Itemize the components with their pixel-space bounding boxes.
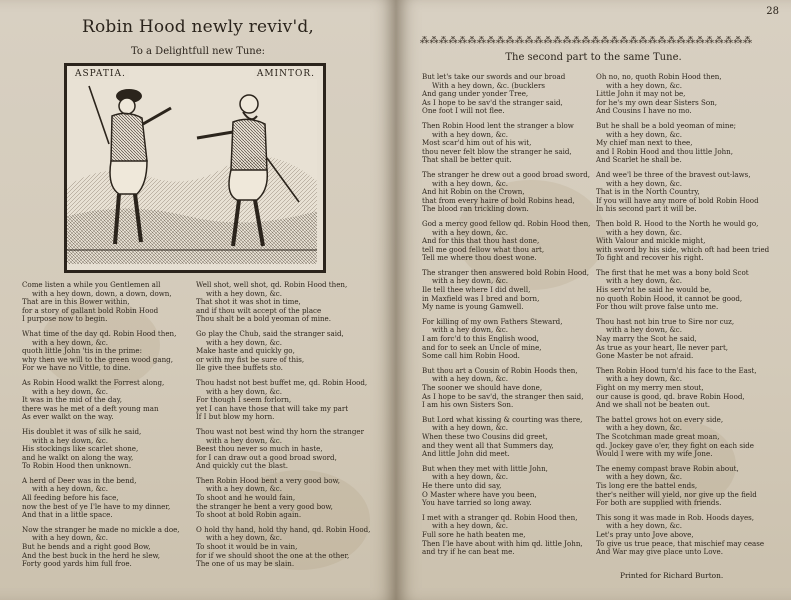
verse-line: O Master where have you been, xyxy=(422,489,537,499)
verse-line: Nay marry the Scot he said, xyxy=(596,334,697,344)
verse-line: Tell me where thou doest wone. xyxy=(422,253,537,263)
verse-line: that from every haire of bold Robins head, xyxy=(422,195,575,205)
verse-line: As I hope to be sav'd, the stranger then said, xyxy=(422,391,584,401)
stanza xyxy=(196,281,386,324)
verse-line: And for this that thou hast done, xyxy=(422,236,540,246)
verse-line: And gang under yonder Tree, xyxy=(422,89,529,99)
verse-line: But let's take our swords and our broad xyxy=(422,72,566,81)
woodcut-illustration xyxy=(64,63,326,273)
stanza xyxy=(422,122,594,165)
verse-line: And hit Robin on the Crown, xyxy=(422,187,525,197)
verse-line: But thou art a Cousin of Robin Hoods then, xyxy=(422,365,578,375)
ballad-title: Robin Hood newly reviv'd, xyxy=(81,17,315,37)
verse-line: That is in the North Country, xyxy=(596,187,700,197)
verse-line: And Scarlet he shall be. xyxy=(596,155,682,165)
verse-line: with a hey down, &c. xyxy=(432,521,509,531)
second-part-title: The second part to the same Tune. xyxy=(505,52,682,63)
verse-line: no quoth Robin Hood, it cannot be good, xyxy=(596,293,743,303)
verse-line: for I can draw out a good broad sword, xyxy=(196,452,337,462)
verse-line: the stranger he bent a very good bow, xyxy=(196,501,333,511)
stanza xyxy=(596,514,786,557)
verse-line: But Lord what kissing & courting was there, xyxy=(422,414,583,424)
stanza xyxy=(22,428,192,471)
verse-line: I purpose now to begin. xyxy=(22,314,108,324)
stanza xyxy=(422,269,594,312)
stanza xyxy=(596,220,786,263)
verse-line: with a hey down, &c. xyxy=(32,435,109,445)
verse-line: with a hey down, &c. xyxy=(432,423,509,433)
verse-line: To Robin Hood then unknown. xyxy=(22,461,132,471)
verse-line: in Maxfield was I bred and born, xyxy=(422,293,540,303)
stanza xyxy=(196,330,386,373)
verse-line: I am forc'd to this English wood, xyxy=(422,334,539,344)
verse-line: Thou wast not best wind thy horn the stranger xyxy=(196,426,364,436)
stanza xyxy=(196,379,386,422)
verse-line: And that in a little space. xyxy=(22,510,113,520)
verse-line: Now the stranger he made no mickle a doe, xyxy=(22,524,180,534)
verse-line: Some call him Robin Hood. xyxy=(422,351,520,361)
verse-line: To give us true peace, that mischief may cease xyxy=(596,538,765,548)
printer-imprint: Printed for Richard Burton. xyxy=(620,571,724,580)
verse-line: Beest thou never so much in haste, xyxy=(196,444,323,454)
stanza xyxy=(422,465,594,508)
verse-line: with a hey down, &c. xyxy=(432,178,509,188)
verse-line: I am his own Sisters Son. xyxy=(422,400,514,410)
verse-line: If you will have any more of bold Robin Hood xyxy=(596,195,759,205)
verse-line: with a hey down, &c. xyxy=(206,435,283,445)
stanza xyxy=(196,526,386,569)
verse-line: with a hey down, &c. xyxy=(206,337,283,347)
verse-line: Thou shalt be a bold yeoman of mine. xyxy=(196,314,331,324)
verse-line: The blood ran trickling down. xyxy=(422,204,529,214)
verse-line: For killing of my own Fathers Steward, xyxy=(422,316,563,326)
verse-line: Oh no, no, quoth Robin Hood then, xyxy=(596,72,722,81)
verse-line: Gone Master be not afraid. xyxy=(596,351,694,361)
verse-line: with a hey down, down, a down, down, xyxy=(32,288,172,298)
verse-line: As ever walkt on the way. xyxy=(22,412,114,422)
stanza xyxy=(422,367,594,410)
verse-line: qd. Jockey gave o'er, they fight on each side xyxy=(596,440,755,450)
verse-line: now the best of ye I'le have to my dinner, xyxy=(22,501,171,511)
verse-line: and he walkt on along the way, xyxy=(22,452,134,462)
verse-line: As Robin Hood walkt the Forrest along, xyxy=(22,377,165,387)
stanza xyxy=(422,318,594,361)
verse-line: In his second part it will be. xyxy=(596,204,697,214)
verse-line: and for to seek an Uncle of mine, xyxy=(422,342,542,352)
stanza xyxy=(596,318,786,361)
verse-line: or with my fist be sure of this, xyxy=(196,354,305,364)
verse-line: with a hey down, &c. xyxy=(606,227,683,237)
stanza xyxy=(422,514,594,557)
verse-line: with a hey down, &c. xyxy=(206,386,283,396)
verse-line: with a hey down, &c. xyxy=(606,374,683,384)
verse-line: As I hope to be sav'd the stranger said, xyxy=(422,97,563,107)
stanza xyxy=(422,73,594,116)
ornament-border: ⁂⁂⁂⁂⁂⁂⁂⁂⁂⁂⁂⁂⁂⁂⁂⁂⁂⁂⁂⁂⁂⁂⁂⁂⁂⁂⁂⁂⁂⁂⁂⁂⁂⁂⁂ xyxy=(420,36,753,46)
verse-line: with a hey down, &c. xyxy=(432,374,509,384)
verse-line: And quickly cut the blast. xyxy=(196,461,288,471)
woodcut-label-left: ASPATIA. xyxy=(72,69,129,79)
verse-line: with a hey down, &c. xyxy=(606,129,683,139)
verse-line: Come listen a while you Gentlemen all xyxy=(22,280,161,289)
stanza xyxy=(596,122,786,165)
verse-line: His stockings like scarlet shone, xyxy=(22,444,139,454)
verse-line: That shot it was shot in time, xyxy=(196,297,301,307)
stanza xyxy=(22,379,192,422)
stanza xyxy=(196,428,386,471)
verse-line: with a hey down, &c. xyxy=(432,227,509,237)
verse-line: with a hey down, &c. xyxy=(206,484,283,494)
right-page xyxy=(396,0,791,600)
verse-line: And Cousins I have no mo. xyxy=(596,106,692,116)
verse-line: with a hey down, &c. xyxy=(432,472,509,482)
verse-line: Thou hadst not best buffet me, qd. Robin Hood, xyxy=(196,377,368,387)
verse-line: with a hey down, &c. xyxy=(606,521,683,531)
verse-line: and try if he can beat me. xyxy=(422,547,515,557)
verse-line: Then Robin Hood turn'd his face to the East, xyxy=(596,365,757,375)
stanza xyxy=(422,171,594,214)
verse-line: For both are supplied with friends. xyxy=(596,498,722,508)
verse-line: there was he met of a deft young man xyxy=(22,403,159,413)
verse-line: Full sore he hath beaten me, xyxy=(422,529,526,539)
stanza xyxy=(596,416,786,459)
stanza xyxy=(596,269,786,312)
verse-line: Tis long ere the battel ends, xyxy=(596,480,698,490)
verse-line: And the best buck in the herd he slew, xyxy=(22,550,161,560)
verse-line: with a hey down, &c. xyxy=(606,472,683,482)
verse-line: for he's my own dear Sisters Son, xyxy=(596,97,717,107)
verse-line: for if we should shoot the one at the other, xyxy=(196,550,350,560)
verse-line: with a hey down, &c. xyxy=(432,276,509,286)
verse-line: Fight on my merry men stout, xyxy=(596,383,704,392)
verse-line: The stranger he drew out a good broad sword, xyxy=(422,169,591,179)
verse-line: A herd of Deer was in the bend, xyxy=(22,475,137,485)
verse-line: tell me good fellow what thou art, xyxy=(422,244,545,254)
verse-line: with a hey down, &c. xyxy=(606,178,683,188)
verse-line: Make haste and quickly go, xyxy=(196,346,295,356)
verse-line: For thou wilt prove false unto me. xyxy=(596,302,719,312)
stanza xyxy=(596,171,786,214)
verse-line: With Valour and mickle might, xyxy=(596,236,706,246)
verse-line: with a hey down, &c. xyxy=(206,533,283,543)
verse-line: The one of us may be slain. xyxy=(196,559,295,569)
verse-line: I met with a stranger qd. Robin Hood then, xyxy=(422,512,578,522)
verse-line: with sword by his side, which oft had been tried xyxy=(596,244,770,254)
stanza xyxy=(22,330,192,373)
verse-line: our cause is good, qd. brave Robin Hood, xyxy=(596,391,745,401)
left-column-1 xyxy=(22,281,192,575)
tune-subtitle: To a Delightfull new Tune: xyxy=(130,46,266,57)
verse-line: and they went all that Summers day, xyxy=(422,440,554,450)
verse-line: The first that he met was a bony bold Scot xyxy=(596,267,749,277)
left-column-2 xyxy=(196,281,386,575)
verse-line: He there unto did say, xyxy=(422,480,502,490)
verse-line: His serv'nt he said he would be, xyxy=(596,285,712,295)
verse-line: with a hey down, &c. xyxy=(606,80,683,90)
verse-line: This song it was made in Rob. Hoods dayes, xyxy=(596,512,755,522)
verse-line: The stranger then answered bold Robin Hood, xyxy=(422,267,589,277)
verse-line: O hold thy hand, hold thy hand, qd. Robin Hood, xyxy=(196,524,371,534)
stanza xyxy=(422,220,594,263)
verse-line: But he bends and a right good Bow, xyxy=(22,542,151,552)
stanza xyxy=(196,477,386,520)
verse-line: But he shall be a bold yeoman of mine; xyxy=(596,120,737,130)
verse-line: His doublet it was of silk he said, xyxy=(22,426,142,436)
page-number: 28 xyxy=(766,6,779,17)
stanza xyxy=(596,367,786,410)
right-column-1 xyxy=(422,73,594,563)
verse-line: What time of the day qd. Robin Hood then, xyxy=(22,328,177,338)
verse-line: Most scar'd him out of his wit, xyxy=(422,138,532,148)
verse-line: Ile tell thee where I did dwell, xyxy=(422,285,531,295)
verse-line: It was in the mid of the day, xyxy=(22,395,122,405)
verse-line: But when they met with little John, xyxy=(422,463,548,473)
verse-line: My chief man next to thee, xyxy=(596,138,693,148)
verse-line: God a mercy good fellow qd. Robin Hood then, xyxy=(422,218,591,228)
verse-line: with a hey down, &c. xyxy=(606,423,683,433)
verse-line: And War may give place unto Love. xyxy=(596,547,723,557)
verse-line: To fight and recover his right. xyxy=(596,253,704,263)
verse-line: with a hey down, &c. xyxy=(606,325,683,335)
verse-line: For though I seem forlorn, xyxy=(196,395,292,405)
verse-line: Then Robin Hood lent the stranger a blow xyxy=(422,120,574,130)
verse-line: That shall be better quit. xyxy=(422,155,512,165)
verse-line: thou never felt blow the stranger he said, xyxy=(422,146,572,156)
verse-line: And we shall not be beaten out. xyxy=(596,400,710,410)
verse-line: Thou hast not bin true to Sire nor cuz, xyxy=(596,316,735,326)
verse-line: You have tarried so long away. xyxy=(422,498,532,508)
stanza xyxy=(22,477,192,520)
stanza xyxy=(596,73,786,116)
verse-line: with a hey down, &c. xyxy=(32,337,109,347)
verse-line: Let's pray unto Jove above, xyxy=(596,529,694,539)
verse-line: Then Robin Hood bent a very good bow, xyxy=(196,475,341,485)
verse-line: Little John it may not be, xyxy=(596,89,686,99)
verse-line: To shoot at bold Robin again. xyxy=(196,510,302,520)
verse-line: and if thou wilt accept of the place xyxy=(196,305,322,315)
verse-line: The enemy compast brave Robin about, xyxy=(596,463,739,473)
verse-line: As true as your heart, Ile never part, xyxy=(596,342,729,352)
verse-line: Well shot, well shot, qd. Robin Hood then, xyxy=(196,280,348,289)
verse-line: yet I can have those that will take my part xyxy=(196,403,349,413)
verse-line: If I but blow my horn. xyxy=(196,412,275,422)
verse-line: with a hey down, &c. xyxy=(432,129,509,139)
verse-line: When these two Cousins did greet, xyxy=(422,431,548,441)
stanza xyxy=(22,281,192,324)
verse-line: The Scotchman made great moan, xyxy=(596,431,720,441)
stanza xyxy=(596,465,786,508)
verse-line: why then we will to the green wood gang, xyxy=(22,354,173,364)
verse-line: With a hey down, &c. (bucklers xyxy=(432,80,546,90)
verse-line: That are in this Bower within, xyxy=(22,297,130,307)
stanza xyxy=(422,416,594,459)
verse-line: Go play the Chub, said the stranger said, xyxy=(196,328,344,338)
verse-line: The sooner we should have done, xyxy=(422,383,543,392)
verse-line: And wee'l be three of the bravest out-laws, xyxy=(596,169,751,179)
verse-line: with a hey down, &c. xyxy=(432,325,509,335)
verse-line: for a story of gallant bold Robin Hood xyxy=(22,305,159,315)
verse-line: Then bold R. Hood to the North he would go, xyxy=(596,218,759,228)
right-column-2 xyxy=(596,73,786,563)
verse-line: with a hey down, &c. xyxy=(606,276,683,286)
verse-line: with a hey down, &c. xyxy=(32,386,109,396)
woodcut-figures-image xyxy=(67,66,317,264)
verse-line: Then I'le have about with him qd. little John, xyxy=(422,538,583,548)
verse-line: And little John did meet. xyxy=(422,449,510,459)
verse-line: Would I were with my wife Jone. xyxy=(596,449,713,459)
verse-line: quoth little John 'tis in the prime: xyxy=(22,346,142,356)
verse-line: with a hey down, &c. xyxy=(206,288,283,298)
stanza xyxy=(22,526,192,569)
verse-line: All feeding before his face, xyxy=(22,493,119,503)
verse-line: One foot I will not flee. xyxy=(422,106,505,116)
verse-line: For we have no Vittle, to dine. xyxy=(22,363,131,373)
verse-line: To shoot and he would fain, xyxy=(196,493,296,503)
verse-line: ther's neither will yield, nor give up the field xyxy=(596,489,757,499)
verse-line: Forty good yards him full froe. xyxy=(22,559,132,569)
verse-line: To shoot it would be in vain, xyxy=(196,542,298,552)
woodcut-label-right: AMINTOR. xyxy=(254,69,318,79)
verse-line: My name is young Gamwell. xyxy=(422,302,524,312)
verse-line: with a hey down, &c. xyxy=(32,484,109,494)
verse-line: The battel grows hot on every side, xyxy=(596,414,724,424)
verse-line: Ile give thee buffets sto. xyxy=(196,363,283,373)
verse-line: and I Robin Hood and thou little John, xyxy=(596,146,733,156)
verse-line: with a hey down, &c. xyxy=(32,533,109,543)
